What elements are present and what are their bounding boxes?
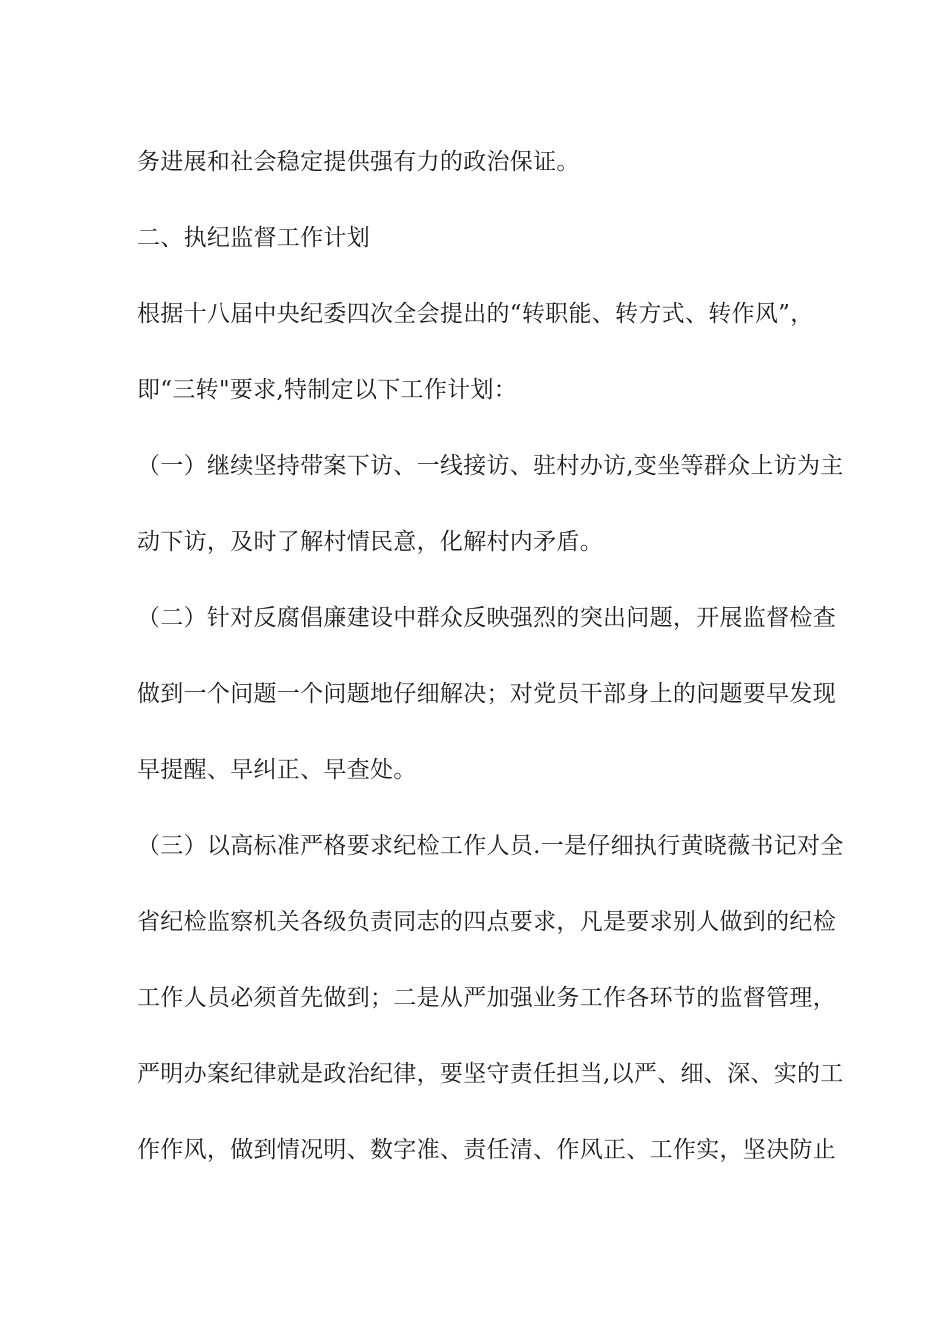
body-text-line: （一）继续坚持带案下访、一线接访、驻村办访,变坐等群众上访为主 xyxy=(137,453,844,479)
body-text-line: 务进展和社会稳定提供强有力的政治保证。 xyxy=(137,149,580,175)
body-text-line: 做到一个问题一个问题地仔细解决；对党员干部身上的问题要早发现 xyxy=(137,681,836,707)
body-text-line: 早提醒、早纠正、早查处。 xyxy=(137,757,417,783)
body-text-line: 作作风，做到情况明、数字准、责任清、作风正、工作实，坚决防止 xyxy=(137,1137,836,1163)
body-text-line: （二）针对反腐倡廉建设中群众反映强烈的突出问题，开展监督检查 xyxy=(137,605,836,631)
body-text-line: 动下访，及时了解村情民意，化解村内矛盾。 xyxy=(137,529,603,555)
body-text-line: （三）以高标准严格要求纪检工作人员.一是仔细执行黄晓薇书记对全 xyxy=(137,833,844,859)
body-text-line: 工作人员必须首先做到；二是从严加强业务工作各环节的监督管理， xyxy=(137,985,836,1011)
body-text-line: 即“三转"要求,特制定以下工作计划： xyxy=(137,377,518,403)
section-heading: 二、执纪监督工作计划 xyxy=(137,225,370,251)
body-text-line: 严明办案纪律就是政治纪律，要坚守责任担当,以严、细、深、实的工 xyxy=(137,1061,844,1087)
body-text-line: 省纪检监察机关各级负责同志的四点要求，凡是要求别人做到的纪检 xyxy=(137,909,836,935)
body-text-line: 根据十八届中央纪委四次全会提出的“转职能、转方式、转作风”， xyxy=(137,301,814,327)
